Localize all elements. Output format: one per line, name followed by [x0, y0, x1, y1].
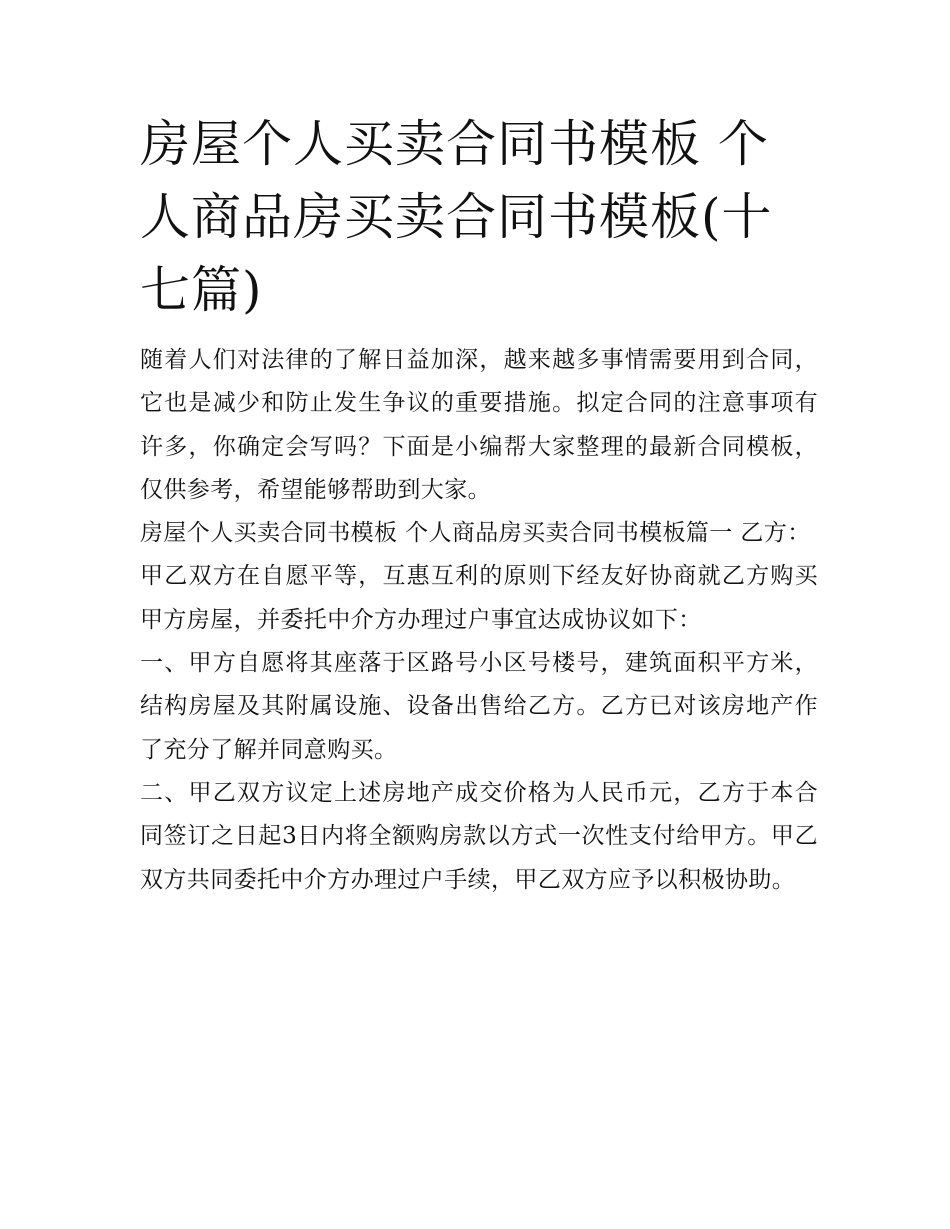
paragraph-preamble: 甲乙双方在自愿平等，互惠互利的原则下经友好协商就乙方购买甲方房屋，并委托中介方办理过户事宜达成协议如下：: [140, 563, 818, 633]
document-title: 房屋个人买卖合同书模板 个人商品房买卖合同书模板(十七篇): [140, 115, 773, 319]
paragraph-clause-2: 二、甲乙双方议定上述房地产成交价格为人民币元，乙方于本合同签订之日起3日内将全额购房款以方式一次性支付给甲方。甲乙双方共同委托中介方办理过户手续，甲乙双方应予以积极协助。: [140, 779, 818, 893]
paragraph-section-heading: 房屋个人买卖合同书模板 个人商品房买卖合同书模板篇一 乙方：: [140, 520, 811, 547]
paragraph-intro: 随着人们对法律的了解日益加深，越来越多事情需要用到合同，它也是减少和防止发生争议的重要措施。拟定合同的注意事项有许多，你确定会写吗？下面是小编帮大家整理的最新合同模板，仅供参考，希望能够帮助到大家。: [140, 347, 818, 503]
paragraph-clause-1: 一、甲方自愿将其座落于区路号小区号楼号，建筑面积平方米，结构房屋及其附属设施、设备出售给乙方。乙方已对该房地产作了充分了解并同意购买。: [140, 650, 818, 763]
